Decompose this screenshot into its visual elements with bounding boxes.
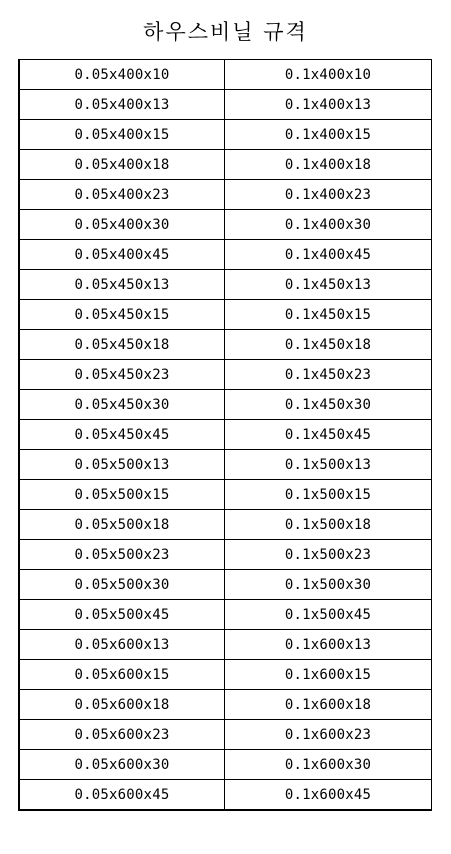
page-title: 하우스비닐 규격 xyxy=(143,20,308,44)
table-row xyxy=(19,660,432,690)
spec-cell-0-05: 0.05x600x45 xyxy=(19,780,225,811)
table-row xyxy=(19,540,432,570)
spec-cell-0-1: 0.1x450x18 xyxy=(225,330,432,360)
spec-cell-0-1: 0.1x400x13 xyxy=(225,90,432,120)
table-row xyxy=(19,210,432,240)
spec-cell-0-1: 0.1x450x15 xyxy=(225,300,432,330)
spec-cell-0-1: 0.1x450x13 xyxy=(225,270,432,300)
spec-cell-0-05: 0.05x400x15 xyxy=(19,120,225,150)
spec-cell-0-05: 0.05x400x10 xyxy=(19,60,225,90)
spec-cell-0-1: 0.1x500x13 xyxy=(225,450,432,480)
table-row xyxy=(19,120,432,150)
table-row xyxy=(19,300,432,330)
spec-cell-0-05: 0.05x500x23 xyxy=(19,540,225,570)
spec-cell-0-05: 0.05x400x23 xyxy=(19,180,225,210)
table-row xyxy=(19,750,432,780)
spec-cell-0-1: 0.1x400x30 xyxy=(225,210,432,240)
spec-cell-0-1: 0.1x500x15 xyxy=(225,480,432,510)
spec-cell-0-1: 0.1x600x23 xyxy=(225,720,432,750)
spec-cell-0-1: 0.1x600x15 xyxy=(225,660,432,690)
table-row xyxy=(19,150,432,180)
spec-cell-0-05: 0.05x450x45 xyxy=(19,420,225,450)
spec-cell-0-1: 0.1x450x23 xyxy=(225,360,432,390)
spec-cell-0-05: 0.05x400x30 xyxy=(19,210,225,240)
table-row xyxy=(19,690,432,720)
spec-cell-0-1: 0.1x450x45 xyxy=(225,420,432,450)
spec-cell-0-05: 0.05x400x18 xyxy=(19,150,225,180)
table-row xyxy=(19,360,432,390)
spec-cell-0-1: 0.1x600x13 xyxy=(225,630,432,660)
spec-cell-0-1: 0.1x600x45 xyxy=(225,780,432,811)
spec-cell-0-1: 0.1x500x18 xyxy=(225,510,432,540)
spec-cell-0-05: 0.05x600x15 xyxy=(19,660,225,690)
spec-cell-0-1: 0.1x600x30 xyxy=(225,750,432,780)
spec-cell-0-05: 0.05x600x18 xyxy=(19,690,225,720)
table-row xyxy=(19,330,432,360)
table-row xyxy=(19,90,432,120)
table-row xyxy=(19,420,432,450)
spec-cell-0-1: 0.1x400x15 xyxy=(225,120,432,150)
table-row xyxy=(19,720,432,750)
spec-cell-0-05: 0.05x450x15 xyxy=(19,300,225,330)
spec-cell-0-05: 0.05x500x30 xyxy=(19,570,225,600)
spec-cell-0-1: 0.1x400x10 xyxy=(225,60,432,90)
table-row xyxy=(19,240,432,270)
spec-cell-0-1: 0.1x450x30 xyxy=(225,390,432,420)
spec-cell-0-05: 0.05x450x23 xyxy=(19,360,225,390)
spec-cell-0-05: 0.05x500x45 xyxy=(19,600,225,630)
spec-cell-0-1: 0.1x600x18 xyxy=(225,690,432,720)
spec-table-body xyxy=(19,60,432,811)
table-row xyxy=(19,480,432,510)
spec-cell-0-05: 0.05x600x30 xyxy=(19,750,225,780)
spec-cell-0-05: 0.05x450x18 xyxy=(19,330,225,360)
spec-cell-0-05: 0.05x450x30 xyxy=(19,390,225,420)
spec-cell-0-1: 0.1x400x18 xyxy=(225,150,432,180)
spec-cell-0-1: 0.1x400x45 xyxy=(225,240,432,270)
table-row xyxy=(19,630,432,660)
table-row xyxy=(19,180,432,210)
spec-cell-0-1: 0.1x400x23 xyxy=(225,180,432,210)
spec-cell-0-05: 0.05x600x23 xyxy=(19,720,225,750)
spec-cell-0-05: 0.05x400x45 xyxy=(19,240,225,270)
spec-table xyxy=(18,59,432,811)
spec-cell-0-05: 0.05x500x18 xyxy=(19,510,225,540)
spec-cell-0-1: 0.1x500x23 xyxy=(225,540,432,570)
spec-cell-0-05: 0.05x450x13 xyxy=(19,270,225,300)
table-row xyxy=(19,390,432,420)
table-row xyxy=(19,600,432,630)
spec-cell-0-05: 0.05x600x13 xyxy=(19,630,225,660)
spec-cell-0-05: 0.05x500x13 xyxy=(19,450,225,480)
spec-cell-0-1: 0.1x500x30 xyxy=(225,570,432,600)
spec-cell-0-05: 0.05x400x13 xyxy=(19,90,225,120)
table-row xyxy=(19,570,432,600)
spec-cell-0-1: 0.1x500x45 xyxy=(225,600,432,630)
table-row xyxy=(19,270,432,300)
table-row xyxy=(19,510,432,540)
table-row xyxy=(19,60,432,90)
spec-cell-0-05: 0.05x500x15 xyxy=(19,480,225,510)
table-row xyxy=(19,450,432,480)
table-row xyxy=(19,780,432,811)
